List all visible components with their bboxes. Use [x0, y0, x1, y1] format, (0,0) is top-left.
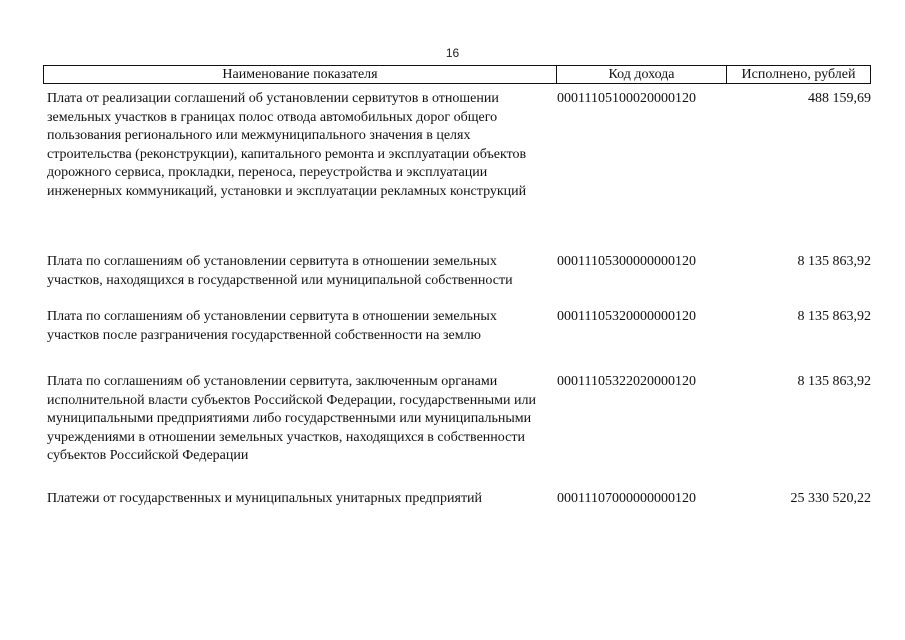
table-header [43, 65, 871, 84]
income-code: 00011105320000000120 [557, 309, 696, 324]
page-number: 16 [445, 46, 460, 60]
executed-amount: 8 135 863,92 [797, 309, 871, 324]
executed-amount: 488 159,69 [808, 91, 871, 106]
indicator-name: Плата по соглашениям об установлении сервитута в отношении земельных участков после разграничения государственной собственности на землю [47, 309, 497, 343]
column-header-name: Наименование показателя [44, 66, 557, 83]
executed-amount: 25 330 520,22 [790, 491, 871, 506]
indicator-name: Платежи от государственных и муниципальных унитарных предприятий [47, 491, 483, 506]
column-header-amount: Исполнено, рублей [741, 67, 856, 82]
income-code: 00011107000000000120 [557, 491, 696, 506]
column-header-code: Код дохода [557, 66, 727, 83]
income-code: 00011105100020000120 [557, 91, 696, 106]
executed-amount: 8 135 863,92 [797, 254, 871, 269]
indicator-name: Плата по соглашениям об установлении сервитута в отношении земельных участков, находящихся в государственной или муниципальной собственности [47, 254, 513, 288]
indicator-name: Плата по соглашениям об установлении сервитута, заключенным органами исполнительной власти субъектов Российской Федерации, государственными или муниципальными предприятиями либо государственными или муниципальными учреждениями в отношении земельных участков, находящихся в собственности субъектов Российской Федерации [47, 374, 536, 463]
income-code: 00011105322020000120 [557, 374, 696, 389]
income-code: 00011105300000000120 [557, 254, 696, 269]
executed-amount: 8 135 863,92 [797, 374, 871, 389]
indicator-name: Плата от реализации соглашений об установлении сервитутов в отношении земельных участков в границах полос отвода автомобильных дорог общего пользования регионального или межмуниципального значения в целях строительства (реконструкции), капитального ремонта и эксплуатации объектов дорожного сервиса, прокладки, переноса, переустройства и эксплуатации инженерных коммуникаций, установки и эксплуатации рекламных конструкций [47, 91, 527, 199]
